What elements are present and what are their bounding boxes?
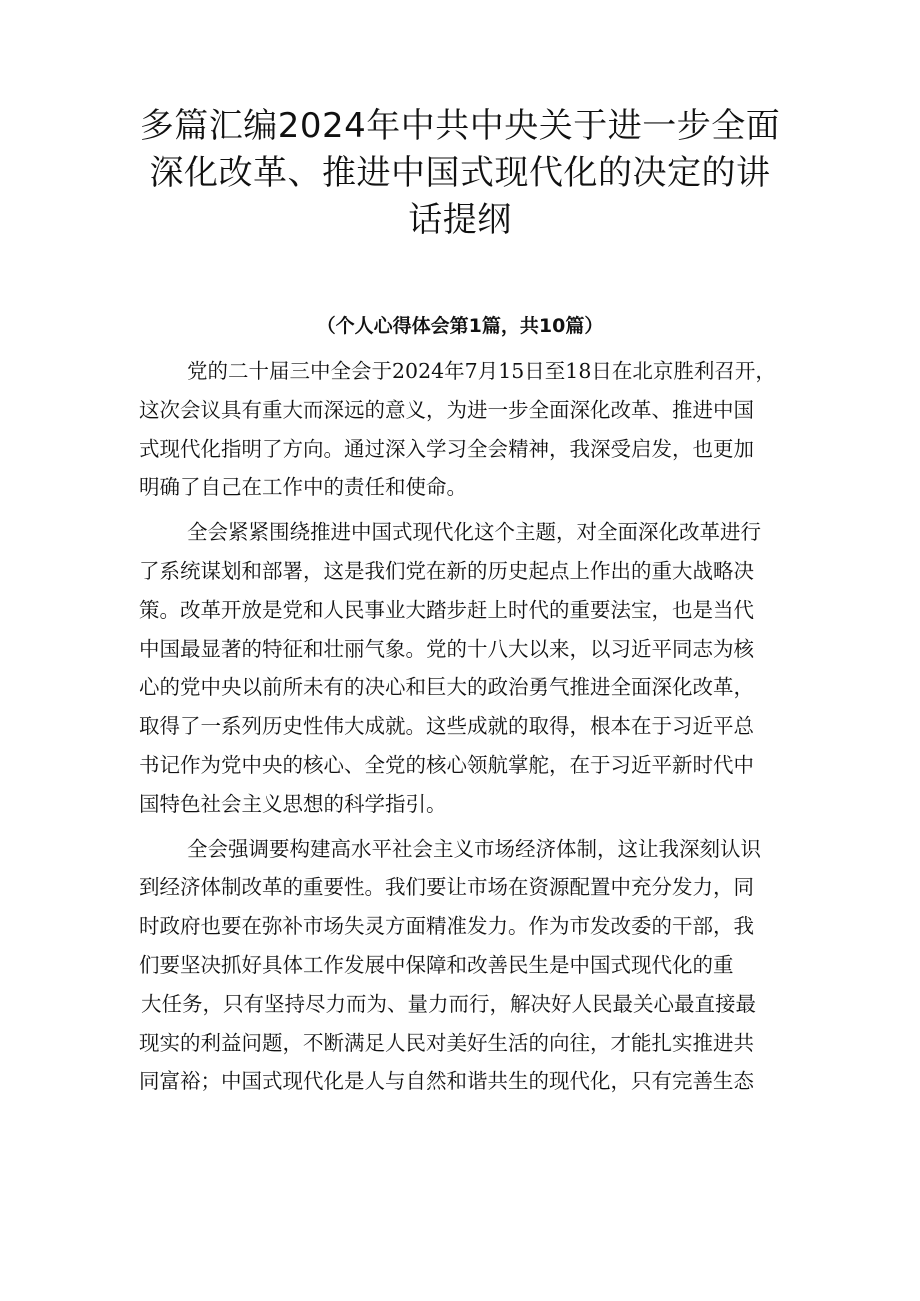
text-line: 策。改革开放是党和人民事业大踏步赶上时代的重要法宝，也是当代 [139,597,754,622]
text-line: 全会强调要构建高水平社会主义市场经济体制，这让我深刻认识 [187,836,761,861]
text-line: 了系统谋划和部署，这是我们党在新的历史起点上作出的重大战略决 [139,558,754,583]
text-line: 们要坚决抓好具体工作发展中保障和改善民生是中国式现代化的重 [139,952,734,977]
text-line: 到经济体制改革的重要性。我们要让市场在资源配置中充分发力，同 [139,875,754,900]
title-line: 话提纲 [408,200,512,240]
text-line: 同富裕；中国式现代化是人与自然和谐共生的现代化，只有完善生态 [139,1069,754,1094]
text-line: 国特色社会主义思想的科学指引。 [139,791,447,816]
text-line: 大任务，只有坚持尽力而为、量力而行，解决好人民最关心最直接最 [141,991,756,1016]
text-line: 书记作为党中央的核心、全党的核心领航掌舵，在于习近平新时代中 [139,752,754,777]
text-line: 现实的利益问题，不断满足人民对美好生活的向往，才能扎实推进共 [139,1030,754,1055]
text-line: 明确了自己在工作中的责任和使命。 [139,475,467,500]
text-line: 心的党中央以前所未有的决心和巨大的政治勇气推进全面深化改革， [139,675,754,700]
text-line: 时政府也要在弥补市场失灵方面精准发力。作为市发改委的干部，我 [139,914,754,939]
text-line: 党的二十届三中全会于2024年7月15日至18日在北京胜利召开， [187,359,776,383]
text-line: 中国最显著的特征和壮丽气象。党的十八大以来，以习近平同志为核 [139,636,754,661]
document-title [130,103,790,244]
text-line: 全会紧紧围绕推进中国式现代化这个主题，对全面深化改革进行 [187,520,761,545]
text-line: 取得了一系列历史性伟大成就。这些成就的取得，根本在于习近平总 [139,714,754,739]
paragraph-3 [139,830,789,1102]
title-line: 深化改革、推进中国式现代化的决定的讲 [149,153,771,193]
text-line: 这次会议具有重大而深远的意义，为进一步全面深化改革、推进中国 [139,397,754,422]
paragraph-1 [139,352,789,507]
paragraph-2 [139,513,789,823]
text-line: 式现代化指明了方向。通过深入学习全会精神，我深受启发，也更加 [139,436,754,461]
document-body [139,352,789,1107]
title-line: 多篇汇编2024年中共中央关于进一步全面 [139,106,781,146]
document-subtitle: （个人心得体会第1篇，共10篇） [316,315,604,337]
